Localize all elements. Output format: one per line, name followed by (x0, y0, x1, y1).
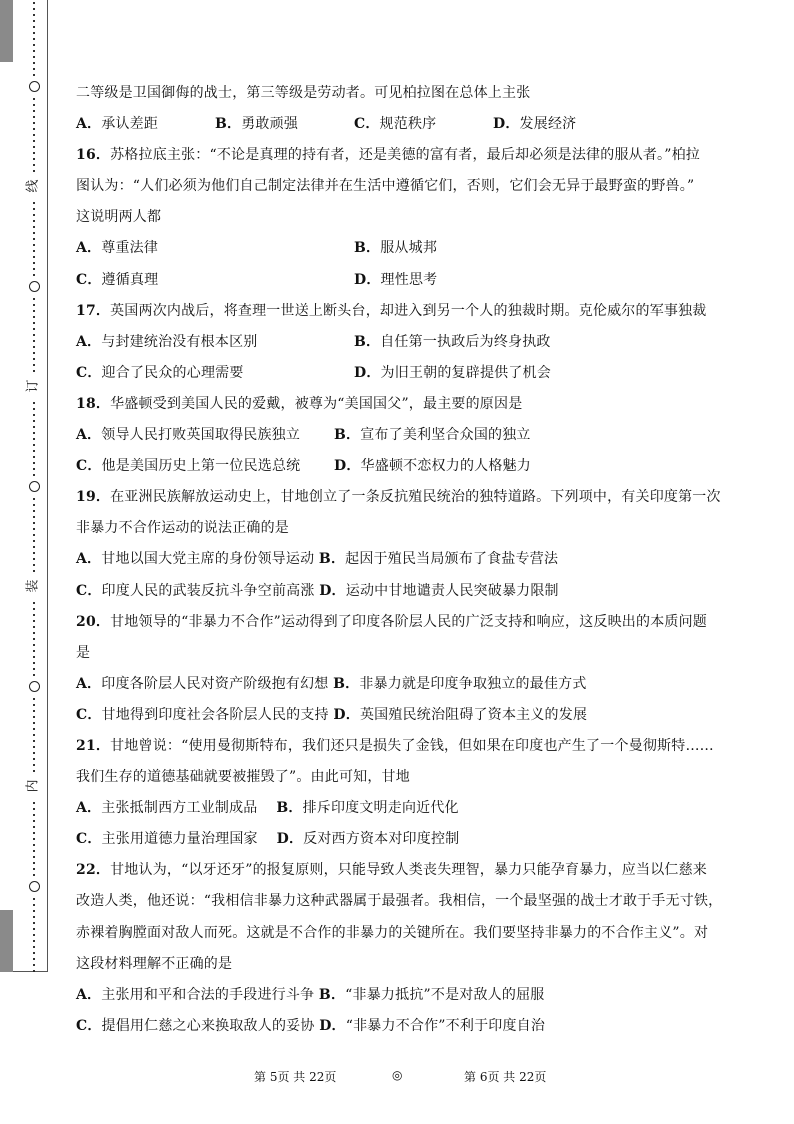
option-item[interactable] (319, 1018, 545, 1034)
option-label: A． (76, 986, 102, 1003)
binding-mark-zhuang: 装 (25, 579, 41, 593)
question-text: 在亚洲民族解放运动史上，甘地创立了一条反抗殖民统治的独特道路。下列项中，有关印度第一次 (110, 489, 721, 506)
option-label: B． (318, 986, 346, 1003)
option-label: B． (354, 333, 381, 350)
option-item[interactable] (76, 800, 276, 816)
option-item[interactable] (319, 987, 545, 1003)
option-label: C． (76, 1017, 102, 1034)
binding-hole-icon (29, 881, 40, 892)
option-label: D． (319, 582, 346, 599)
option-label: C． (354, 116, 380, 133)
option-text: 运动中甘地谴责人民突破暴力限制 (345, 582, 559, 599)
text-line: 我们生存的道德基础就要被摧毁了”。由此可知，甘地 (76, 769, 410, 786)
option-item[interactable] (333, 676, 586, 692)
option-text: 主张用和平和合法的手段进行斗争 (101, 986, 319, 1003)
options-row (76, 700, 726, 731)
option-item[interactable] (333, 707, 587, 723)
options-row (76, 824, 726, 855)
option-text: “非暴力不合作”不利于印度自治 (345, 1017, 546, 1034)
option-text: 排斥印度文明走向近代化 (302, 800, 459, 817)
option-item[interactable] (76, 831, 277, 847)
option-label: B． (354, 240, 381, 257)
option-label: C． (76, 706, 102, 723)
option-label: D． (493, 116, 520, 133)
option-item[interactable] (76, 109, 215, 140)
question-number: 16． (76, 147, 111, 164)
option-item[interactable] (76, 451, 334, 482)
question-stem (76, 607, 726, 638)
binding-hole-icon (29, 81, 40, 92)
option-item[interactable] (76, 551, 319, 567)
option-text: 服从城邦 (380, 240, 438, 257)
question-stem (76, 731, 726, 762)
exam-content (76, 78, 726, 1042)
question-number: 20． (76, 613, 111, 630)
option-item[interactable] (76, 358, 354, 389)
option-item[interactable] (354, 265, 632, 296)
option-text: 承认差距 (101, 116, 159, 133)
option-text: 自任第一执政后为终身执政 (380, 333, 551, 350)
option-label: A． (76, 551, 102, 568)
option-label: A． (76, 675, 102, 692)
options-row (76, 980, 726, 1011)
options-row (76, 669, 726, 700)
option-label: D． (354, 271, 381, 288)
question-stem (76, 296, 726, 327)
option-item[interactable] (334, 451, 531, 482)
option-text: 印度人民的武装反抗斗争空前高涨 (101, 582, 320, 599)
option-text: 与封建统治没有根本区别 (101, 333, 258, 350)
option-text: 宣布了美利坚合众国的独立 (360, 427, 531, 444)
option-text: 尊重法律 (101, 240, 159, 257)
question-number: 21． (76, 737, 111, 754)
option-text: 甘地得到印度社会各阶层人民的支持 (101, 706, 334, 723)
question-text: 苏格拉底主张：“不论是真理的持有者，还是美德的富有者，最后却必须是法律的服从者。”柏拉 (110, 147, 701, 164)
options-row (76, 420, 726, 451)
option-item[interactable] (334, 420, 531, 451)
option-item[interactable] (76, 707, 333, 723)
question-number: 22． (76, 862, 111, 879)
option-item[interactable] (354, 327, 632, 358)
options-row (76, 109, 726, 140)
option-label: A． (76, 116, 102, 133)
option-item[interactable] (277, 831, 460, 847)
option-text: 非暴力就是印度争取独立的最佳方式 (359, 675, 587, 692)
option-text: 华盛顿不恋权力的人格魅力 (360, 458, 531, 475)
option-text: 迎合了民众的心理需要 (101, 364, 244, 381)
text-line: 非暴力不合作运动的说法正确的是 (76, 520, 289, 537)
option-text: 发展经济 (519, 116, 577, 133)
option-label: D． (334, 458, 361, 475)
option-text: 英国殖民统治阻碍了资本主义的发展 (359, 706, 588, 723)
option-text: 他是美国历史上第一位民选总统 (101, 458, 301, 475)
option-label: A． (76, 800, 102, 817)
binding-dotted-line (26, 0, 42, 972)
option-text: 为旧王朝的复辟提供了机会 (380, 364, 551, 381)
binding-mark-ding: 订 (25, 379, 41, 393)
option-label: C． (76, 582, 102, 599)
page-number-right: 第 6页 共 22页 (464, 1070, 547, 1084)
option-label: D． (276, 831, 304, 848)
binding-tab-bottom (0, 910, 13, 972)
options-row (76, 793, 726, 824)
option-item[interactable] (76, 987, 319, 1003)
option-item[interactable] (319, 551, 558, 567)
question-stem (76, 855, 726, 886)
binding-hole-icon (29, 481, 40, 492)
option-label: A． (76, 240, 102, 257)
option-item[interactable] (354, 233, 632, 264)
option-label: D． (333, 706, 360, 723)
options-row (76, 544, 726, 575)
option-item[interactable] (76, 233, 354, 264)
option-item[interactable] (319, 583, 559, 599)
page-number-left: 第 5页 共 22页 (254, 1070, 337, 1084)
question-text: 华盛顿受到美国人民的爱戴，被尊为“美国国父”，最主要的原因是 (110, 395, 523, 412)
option-item[interactable] (76, 676, 333, 692)
option-text: 甘地以国大党主席的身份领导运动 (101, 551, 319, 568)
option-label: C． (76, 364, 102, 381)
page-footer (0, 1068, 794, 1088)
option-label: B． (276, 800, 303, 817)
text-line: 赤裸着胸膛面对敌人而死。这就是不合作的非暴力的关键所在。我们要坚持非暴力的不合作主义”。对 (76, 924, 709, 941)
binding-hole-icon (29, 681, 40, 692)
options-row (76, 1011, 726, 1042)
text-line: 二等级是卫国御侮的战士，第三等级是劳动者。可见柏拉图在总体上主张 (76, 85, 531, 101)
option-label: B． (334, 427, 361, 444)
option-text: 主张用道德力量治理国家 (101, 831, 277, 848)
text-line: 这段材料理解不正确的是 (76, 955, 233, 972)
question-number: 18． (76, 395, 111, 412)
option-text: 主张抵制西方工业制成品 (101, 800, 277, 817)
option-text: 起因于殖民当局颁布了食盐专营法 (345, 551, 559, 568)
option-item[interactable] (76, 265, 354, 296)
question-text: 甘地认为，“以牙还牙”的报复原则，只能导致人类丧失理智，暴力只能孕育暴力，应当以仁慈来 (110, 862, 708, 879)
options-row (76, 233, 726, 264)
question-stem (76, 389, 726, 420)
options-row (76, 265, 726, 296)
option-item[interactable] (276, 800, 458, 816)
option-text: 提倡用仁慈之心来换取敌人的妥协 (101, 1017, 320, 1034)
option-item[interactable] (493, 109, 632, 140)
option-label: C． (76, 831, 102, 848)
binding-hole-icon (29, 281, 40, 292)
binding-mark-xian: 线 (25, 179, 41, 193)
options-row (76, 576, 726, 607)
options-row (76, 451, 726, 482)
text-line: 是 (76, 644, 91, 661)
option-label: D． (354, 364, 381, 381)
option-text: 反对西方资本对印度控制 (303, 831, 460, 848)
question-text: 甘地领导的“非暴力不合作”运动得到了印度各阶层人民的广泛支持和响应，这反映出的本质问题 (110, 613, 708, 630)
question-stem (76, 140, 726, 171)
option-label: B． (215, 116, 242, 133)
question-stem (76, 482, 726, 513)
option-text: “非暴力抵抗”不是对敌人的屈服 (345, 986, 545, 1003)
question-text: 甘地曾说：“使用曼彻斯特布，我们还只是损失了金钱，但如果在印度也产生了一个曼彻斯特…… (110, 737, 714, 754)
option-item[interactable] (215, 109, 354, 140)
question-text: 英国两次内战后，将查理一世送上断头台，却进入到另一个人的独裁时期。克伦威尔的军事独裁 (110, 302, 707, 319)
question-number: 17． (76, 302, 111, 319)
text-line: 图认为：“人们必须为他们自己制定法律并在生活中遵循它们，否则，它们会无异于最野蛮的野兽。” (76, 178, 695, 195)
option-text: 勇敢顽强 (241, 116, 299, 133)
option-item[interactable] (76, 1018, 319, 1034)
option-label: C． (76, 271, 102, 288)
option-item[interactable] (354, 358, 632, 389)
option-text: 规范秩序 (379, 116, 437, 133)
option-text: 理性思考 (380, 271, 438, 288)
option-label: B． (333, 675, 360, 692)
option-item[interactable] (76, 327, 354, 358)
option-label: A． (76, 427, 102, 444)
text-line: 改造人类，他还说：“我相信非暴力这种武器属于最强者。我相信，一个最坚强的战士才敢于手无寸铁， (76, 893, 723, 910)
binding-tab-top (0, 0, 13, 62)
option-item[interactable] (76, 583, 319, 599)
copyright-icon: ◎ (392, 1068, 403, 1082)
option-label: A． (76, 333, 102, 350)
options-row (76, 358, 726, 389)
option-label: B． (318, 551, 346, 568)
option-item[interactable] (76, 420, 334, 451)
options-row (76, 327, 726, 358)
option-text: 印度各阶层人民对资产阶级抱有幻想 (101, 675, 334, 692)
question-number: 19． (76, 489, 111, 506)
text-line: 这说明两人都 (76, 209, 162, 226)
binding-mark-nei: 内 (25, 779, 41, 793)
option-item[interactable] (354, 109, 493, 140)
option-text: 遵循真理 (101, 271, 159, 288)
option-text: 领导人民打败英国取得民族独立 (101, 427, 301, 444)
option-label: C． (76, 458, 102, 475)
option-label: D． (319, 1017, 346, 1034)
